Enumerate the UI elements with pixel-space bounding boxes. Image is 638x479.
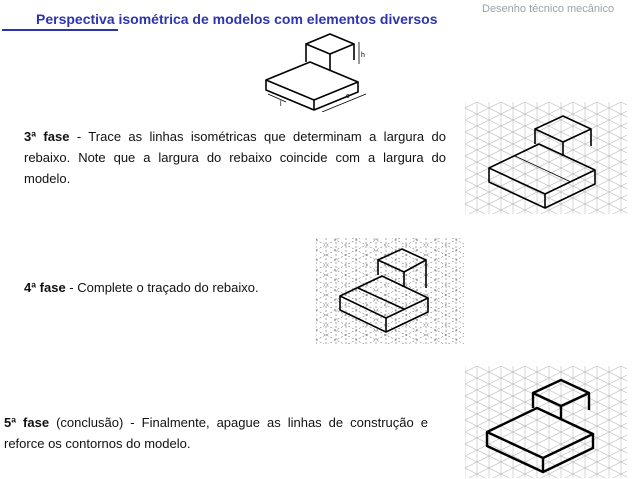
grid-line xyxy=(316,238,464,250)
step-4-description: - Complete o traçado do rebaixo. xyxy=(65,280,259,295)
step-5-description: (conclusão) - Finalmente, apague as linhas de construção e reforce os contornos do modelo. xyxy=(4,415,428,451)
grid-line xyxy=(316,280,464,344)
step-5-phase: 5ª fase xyxy=(4,415,50,430)
step-3-text xyxy=(24,126,446,189)
step-3-description: - Trace as linhas isométricas que determinam a largura do rebaixo. Note que a largura do rebaixo coincide com a largura do modelo. xyxy=(24,129,446,186)
step-4-phase: 4ª fase xyxy=(24,280,66,295)
course-brand: Desenho técnico mecânico xyxy=(482,3,615,15)
grid-line xyxy=(316,238,464,254)
grid-line xyxy=(316,306,464,344)
height-label: h xyxy=(361,52,365,59)
grid-line xyxy=(316,320,464,344)
page-title: Perspectiva isométrica de modelos com elementos diversos xyxy=(36,11,438,27)
grid-line xyxy=(316,286,464,344)
grid-line xyxy=(316,238,464,274)
step-4-text xyxy=(24,277,294,298)
dimensioned-model-figure xyxy=(262,32,374,112)
step-5-isometric-figure xyxy=(465,366,627,478)
width-label: l xyxy=(280,101,282,108)
step-5-text xyxy=(4,412,428,454)
step-4-isometric-figure xyxy=(316,238,464,344)
length-label: c xyxy=(346,93,350,100)
step-3-isometric-figure xyxy=(465,102,627,214)
grid-line xyxy=(316,340,464,344)
grid-line xyxy=(316,238,464,290)
grid-line xyxy=(316,300,464,344)
title-underline xyxy=(2,29,118,31)
step-3-phase: 3ª fase xyxy=(24,129,70,144)
grid-line xyxy=(316,276,464,344)
